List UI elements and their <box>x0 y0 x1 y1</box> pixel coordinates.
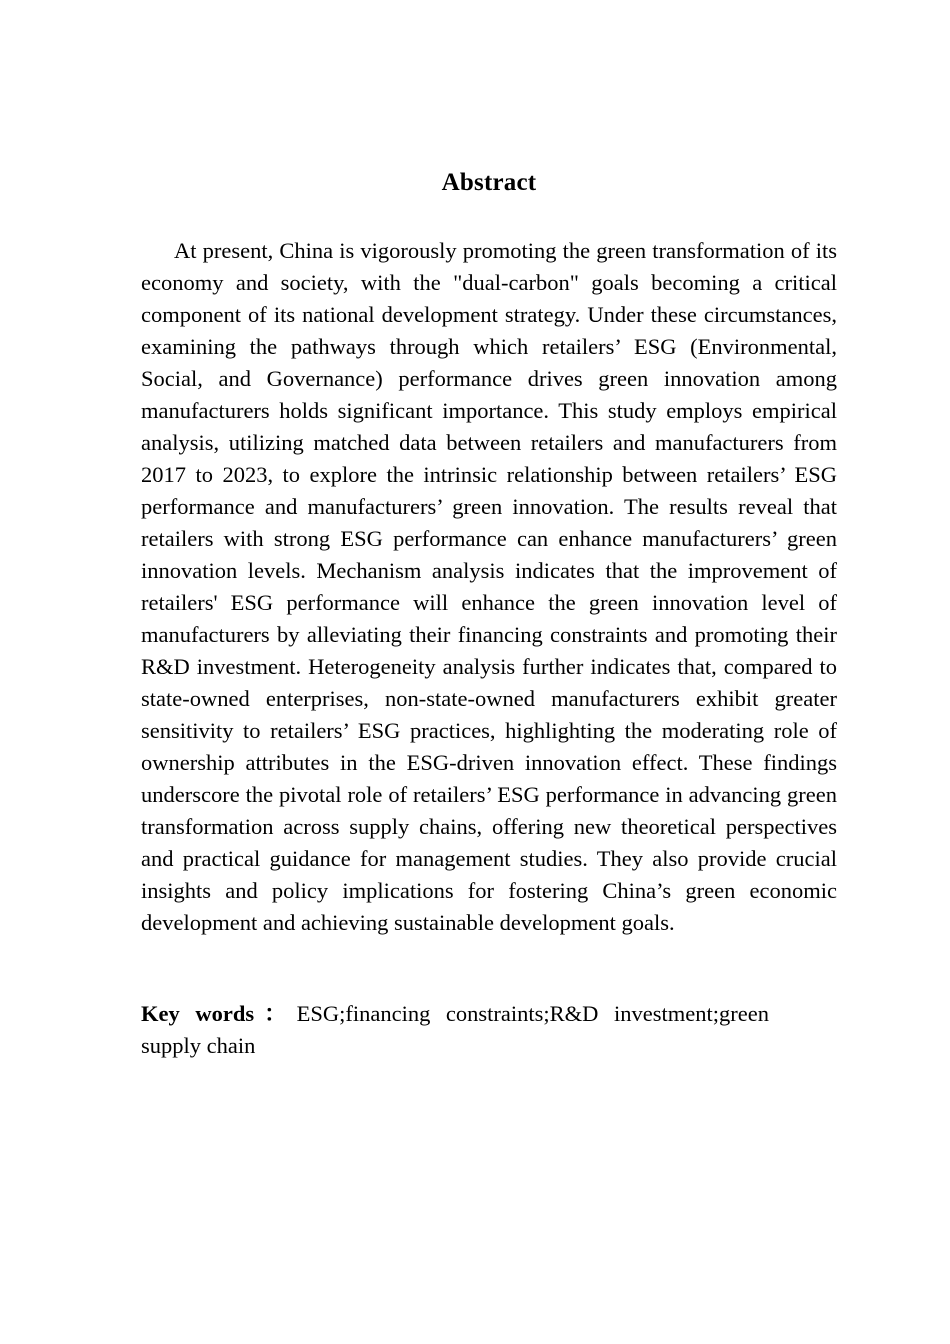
abstract-paragraph: At present, China is vigorously promoting the green transformation of its economy and society, with the "dual-carbon" goals becoming a critical component of its national development strategy. Under these circumstances, examining the pathways through which retailers’ ESG (Environmental, Social, and Governance) performance drives green innovation among manufacturers holds significant importance. This study employs empirical analysis, utilizing matched data between retailers and manufacturers from 2017 to 2023, to explore the intrinsic relationship between retailers’ ESG performance and manufacturers’ green innovation. The results reveal that retailers with strong ESG performance can enhance manufacturers’ green innovation levels. Mechanism analysis indicates that the improvement of retailers' ESG performance will enhance the green innovation level of manufacturers by alleviating their financing constraints and promoting their R&D investment. Heterogeneity analysis further indicates that, compared to state-owned enterprises, non-state-owned manufacturers exhibit greater sensitivity to retailers’ ESG practices, highlighting the moderating role of ownership attributes in the ESG-driven innovation effect. These findings underscore the pivotal role of retailers’ ESG performance in advancing green transformation across supply chains, offering new theoretical perspectives and practical guidance for management studies. They also provide crucial insights and policy implications for fostering China’s green economic development and achieving sustainable development goals. <box>141 238 837 935</box>
keywords-section <box>141 939 769 1062</box>
keywords-values: ESG;financing constraints;R&D investment;green supply chain <box>141 1001 769 1058</box>
keywords-label: Key words <box>141 1001 255 1026</box>
page-title: Abstract <box>441 169 537 196</box>
page-content <box>141 0 837 1062</box>
keywords-separator: ： <box>254 1001 297 1026</box>
